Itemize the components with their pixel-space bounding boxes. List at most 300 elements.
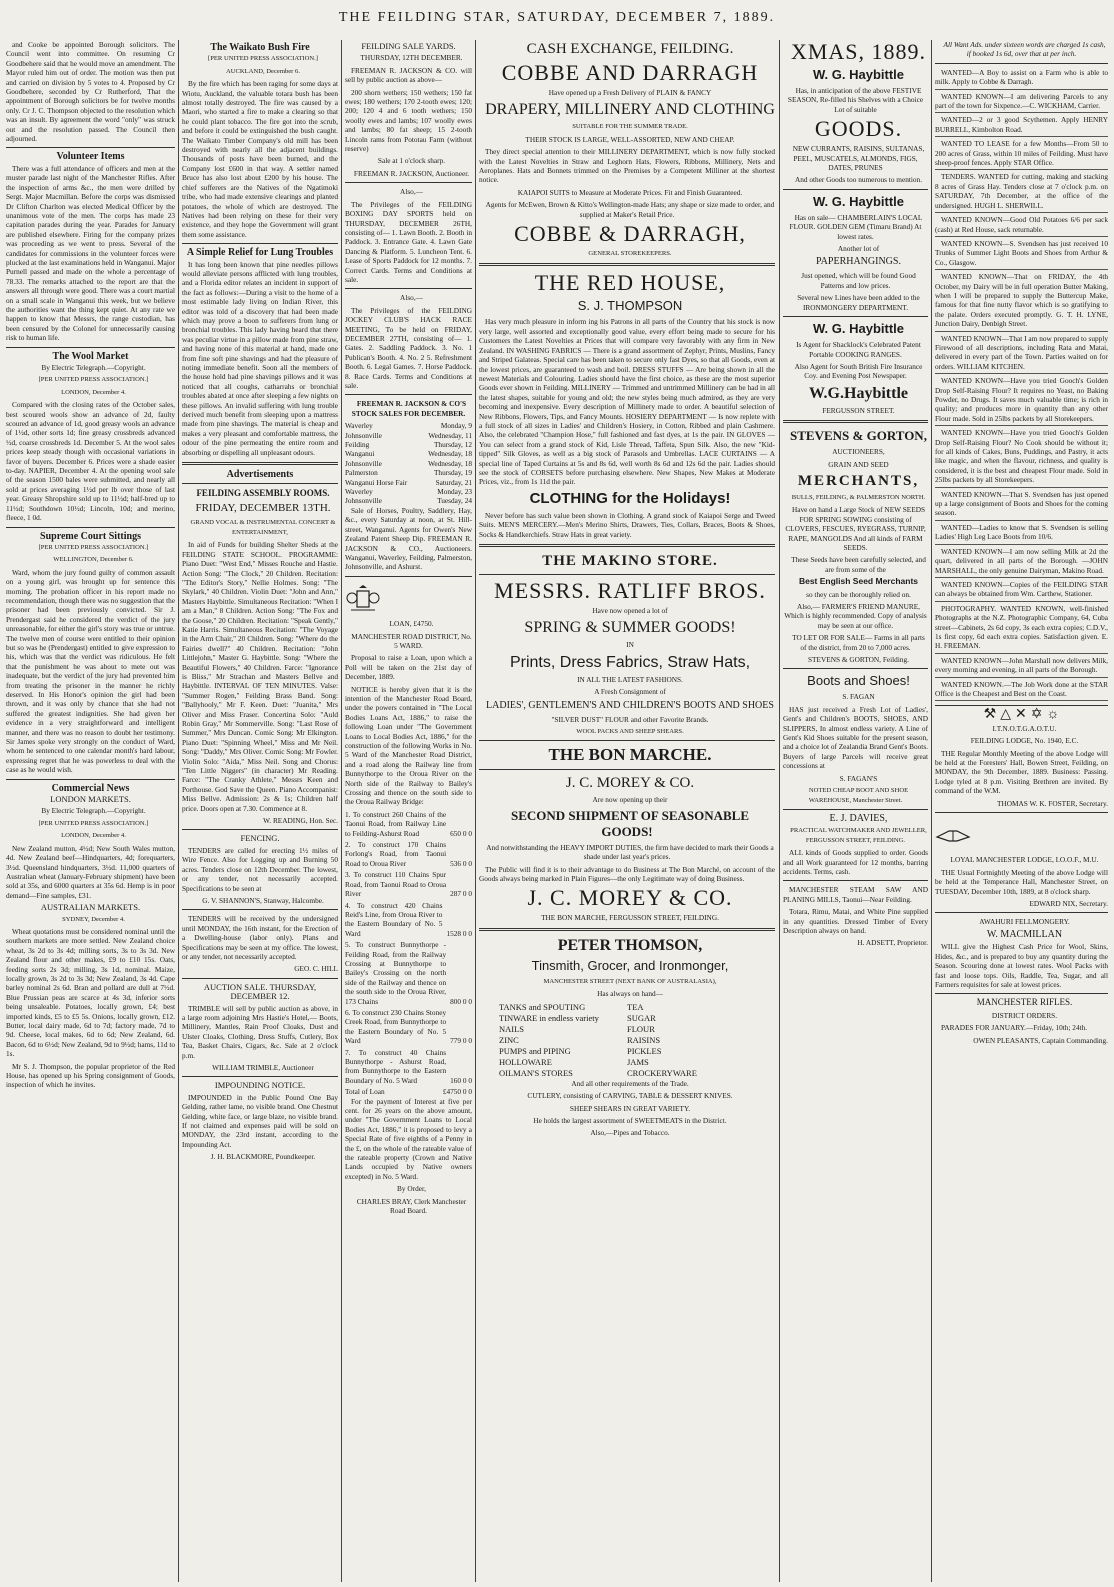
commercial-text: New Zealand mutton, 4½d; New South Wales mutton, 4d. New Zealand beef—Hindquarters, 4d; forequarters, 3½d. Queensland hindquarters, 3½d. 11,000 quarters of Australian wheat (January-February shipment) have been sold at 35s, and 6000 quarters at 35s 6d. Hemp is in poor demand—Fine samples, £31. xyxy=(6,843,175,900)
tenders-text: TENDERS will be received by the undersigned until MONDAY, the 16th instant, for the Erection of a Dwelling-house (labor only). Plans and Specifications may be seen at my office. The lowest, or any tender, not necessarily accepted. xyxy=(182,914,338,961)
wanted-ad: WANTED KNOWN—I am delivering Parcels to any part of the town for Sixpence.—C. WICKHAM, Carrier. xyxy=(935,92,1108,114)
stock-sale-place: Feilding xyxy=(345,440,370,450)
divider xyxy=(6,147,175,148)
haybittle-1: W. G. Haybittle xyxy=(812,67,904,82)
red-house-owner: S. J. THOMPSON xyxy=(577,298,683,314)
lodge-name: FEILDING LODGE, No. 1940, E.C. xyxy=(970,736,1079,746)
peter-goods-item: JAMS xyxy=(627,1056,649,1067)
divider xyxy=(935,63,1108,64)
loan-title: LOAN, £4750. xyxy=(389,619,434,629)
star-icon: ✡ xyxy=(1030,707,1043,723)
loan-text: For the payment of Interest at five per cent. for 26 years on the above amount, under "The Government Loans to Local Bodies Act, 1886," it is proposed to levy a Special Rate of five eighths of a Penny in the £, on the whole of the rateable value of the rateable property (Crown and Native Lands occupied by Native owners excepted) in No. 5 Ward. xyxy=(345,1096,472,1181)
haybittle-2: W. G. Haybittle xyxy=(812,193,904,209)
stock-sale-date: Wednesday, 11 xyxy=(428,430,472,440)
awahuri-title: AWAHURI FELLMONGERY. xyxy=(979,917,1070,927)
tenders-signature: GEO. C. HILL xyxy=(294,964,338,974)
red-house-title: THE RED HOUSE, xyxy=(534,270,726,296)
loan-item-desc: 4. To construct 420 Chains Reid's Line, from Oroua River to the Eastern Boundary of No. 5 Ward xyxy=(345,900,443,938)
divider xyxy=(345,182,472,183)
divider xyxy=(6,347,175,348)
loan-item-amount: 536 0 0 xyxy=(450,858,472,868)
trowel-icon: ⚒ xyxy=(983,707,997,723)
divider xyxy=(783,668,928,669)
loan-total-value: £4750 0 0 xyxy=(442,1087,472,1097)
wanted-ad: WANTED KNOWN—That I am now prepared to supply Firewood of all descriptions, including Rata and Matai, delivered in every part of the Town. Parties waited on for orders. WILLIAM KITCHEN. xyxy=(935,334,1108,375)
goods-title: GOODS. xyxy=(814,116,903,142)
wool-heading: The Wool Market xyxy=(52,350,129,362)
column-rule xyxy=(931,40,932,1582)
ads-heading: Advertisements xyxy=(226,469,294,481)
assembly-signature: W. READING, Hon. Sec. xyxy=(263,816,338,826)
clothing-text: Never before has such value been shown in Clothing. A grand stock of Kaiapoi Serge and Tweed Suits. MEN'S MERCERY.—Men's Merino Shirts, Drawers, Ties, Collars, Braces, Boots & Shoes, Socks & Handkerchiefs. Straw Hats in great variety. xyxy=(479,510,775,539)
crossed-keys-icon: ✕ xyxy=(1015,707,1027,723)
stock-sale-row xyxy=(345,478,472,487)
auction-heading: AUCTION SALE. THURSDAY, DECEMBER 12. xyxy=(203,981,317,1002)
stevens-gorton: STEVENS & GORTON, xyxy=(790,428,927,444)
court-text: Ward, whom the jury found guilty of common assault on a young girl, was brought up for sentence this morning. The probation officer in his report made no recommendation, though there was no suggestion that the prisoner had been previously convicted. Sir J. Prendergast said he considered the verdict of the jury unreasonable, for either the girl's story was true or untrue. The twelve men of course were entitled to their opinion but so was he (Prendergast) entitled to give expression to his, which was that the verdict was ridiculous. He felt that the punishment he was about to mete out was inadequate, but the verdict of the jury had prevented him from treating the prisoner in the manner he richly deserved. In His Honor's opinion the girl had been thrown, and it was only by chance that she had not suffered the greatest indignities. She had given her evidence in a very straightforward and intelligent manner, and there was no reason to doubt her testimony. Sir James spoke very strongly on the conduct of Ward, whom he sentenced to one calendar month's hard labour, expressing regret that he was powerless to deal with the case as he would wish. xyxy=(6,567,175,775)
haybittle-1-text: Has, in anticipation of the above FESTIVE SEASON, Re-filled his Shelves with a Choice Lot of suitable xyxy=(787,86,924,114)
assembly-programme: In aid of Funds for building Shelter Sheds at the FEILDING STATE SCHOOL. PROGRAMME: Piano Duet: "West End," Misses Rouche and Hastie. Action Song: "The Clock," 20 Children. Recitation: "The Editor's Story," Nellie Holmes. Song: "The Skylark," 40 Children. Violin Duet: "John and Ann," Masters Haybittle. Simultaneous Recitation: "When I am a Man," 8 Children. Action Song: "The Fox and the Goose," 20 Children. Recitation: "Speak Gently," Katie Harris. Simultaneous Recitation: "The Voyage in the Arm Chair," 20 Children. Song: "Where do the Fairies dwell?" 40 Children. Recitation: "John Littlejohn," Master G. Haybittle. Song: "Where the Beautiful Flowers," 40 Children. Farce: "Ignorance is Bliss," Mr Strachan and Masters Bellve and Haybittle. INTERVAL OF TEN MINUTES. Valse: "Summer Rogen," Feilding Brass Band. Song: "Ballyhooly," Mr F. Keen. Duet: "Juanita," Mrs Oliver and Miss Fraser. Concertina Solo: "Auld Robin Gray," Mr Sommerville. Song: "Last Rose of Summer," Mrs Duncan. Comic Song: Mr Elkington. Piano Duet: "Spinning Wheel," Miss and Mr Neil. Song: "Daddy," Mrs Oliver. Comic Song: Mr Fowler. Violin Solo: "Aida," Miss Neil. Song and Chorus: "Ten Little Niggers" (in character) Mr Reading. Farce: "The Cranky Athlete," Messrs Keen and Porthouse. God Save the Queen. Piano Accompanist: Miss Bellve. Admission: 2s & 1s; Children half price. Doors open at 7.30. Commence at 8. xyxy=(182,540,338,813)
fergusson-street: FERGUSSON STREET. xyxy=(822,405,895,415)
bushfire-assoc: [PER UNITED PRESS ASSOCIATION.] xyxy=(208,55,318,63)
wanted-ad: TENDERS. WANTED for cutting, making and stacking 8 acres of Grass Hay. Tenders close at 7 o'clock p.m. on SATURDAY, 7th December, at the office of the undersigned. HUGH L. SHERWILL. xyxy=(935,172,1108,213)
divider xyxy=(935,993,1108,994)
davies-name: E. J. DAVIES, xyxy=(829,812,888,824)
divider xyxy=(783,420,928,423)
boxing-text: The Privileges of the FEILDING BOXING DAY SPORTS held on THURSDAY, DECEMBER 26TH, consisting of— 1. Lawn Booth. 2. Booth in Paddock. 3. Entrance Gate. 4. Lawn Gate Dancing & Platform. 5. Luncheon Tent. 6. Lease of Sports Paddock for 12 months. 7. Correct Cards. Terms and Conditions at sale. xyxy=(345,199,472,284)
loan-item-row xyxy=(345,940,472,1006)
divider xyxy=(935,705,1108,706)
peter-goods-item: FLOUR xyxy=(627,1023,655,1034)
stock-sale-date: Tuesday, 24 xyxy=(437,496,472,506)
wool-text: Compared with the closing rates of the October sales, best scoured wools show an advance of 2d, faulty scoured an advance of 1d, good greasy wools an advance of 1½d, other sorts 1d; fine greasy crossbreds advanced ½d, coarse crossbreds 1d. December 5. At the wool sales prices keep steady though with occasional variations in favor of buyers. December 6. Prices were a shade easier to-day. NAPIER, December 4. At the opening wool sale of the season 1500 bales were submitted, and nearly all sold at prices averaging 1½d per lb over those of last year. Greasy Shropshire sold up to 11½d; half-bred up to 11½d; Southdown 10½d; Lincoln, 10d; and merino, fleece, 1 0d. xyxy=(6,400,175,523)
bushfire-text: By the fire which has been raging for some days at Wiotu, Auckland, the valuable totara bush has been almost totally destroyed. The fire was caused by a Maori, who started a fire to make a clearing so that he could plant tobacco. The fire got into the scrub, and before it could be extinguished the bush caught. The Waikato Timber Company's old mill has been destroyed with nearly all the adjacent buildings. Thousands of posts have been burned, and the Company lost £600 in that way. A settler named Bruce has also lost about £200 by his house. The chief sufferers are the Natives of the Ngatimoki tribe, who had made extensive clearings and planted potatoes, the whole of which are destroyed. The Natives had been relying on these for their very existence, and they hope the Government will grant them some assistance. xyxy=(182,79,338,239)
court-assoc: [PER UNITED PRESS ASSOCIATION.] xyxy=(38,543,149,551)
boxing-also: Also,— xyxy=(400,187,423,197)
volunteer-heading: Volunteer Items xyxy=(56,151,125,163)
assembly-title: FEILDING ASSEMBLY ROOMS. xyxy=(196,488,330,499)
stock-sale-place: Johnsonville xyxy=(345,430,382,440)
prints-line: Prints, Dress Fabrics, Straw Hats, xyxy=(509,653,751,671)
lodge-signature: THOMAS W. K. FOSTER, Secretary. xyxy=(996,798,1108,808)
divider xyxy=(783,880,928,881)
compass-icon: △ xyxy=(1000,707,1012,723)
agents-line: Agents for McEwen, Brown & Kitto's Wellington-made Hats; any shape or size made to order, and supplied at Maker's Retail Price. xyxy=(485,200,775,219)
sale-time: Sale at 1 o'clock sharp. xyxy=(377,156,446,166)
loan-item-desc: 7. To construct 40 Chains Bunnythorpe - Ashurst Road, from Bunnythorpe to the Eastern Boundary of No. 5 Ward xyxy=(345,1047,447,1085)
stock-sale-row xyxy=(345,431,472,440)
makino-title: THE MAKINO STORE. xyxy=(542,553,718,569)
cobbe-role: GENERAL STOREKEEPERS. xyxy=(588,250,672,258)
peter-goods-item: TEA xyxy=(627,1001,644,1012)
loan-item-row xyxy=(345,870,472,898)
peter-goods-item: PUMPS and PIPING xyxy=(499,1045,571,1056)
wool-byline: By Electric Telegraph.—Copyright. xyxy=(41,363,146,372)
grain-seed: GRAIN AND SEED xyxy=(828,459,889,469)
sun-icon: ☼ xyxy=(1046,707,1060,723)
morey-text: And notwithstanding the HEAVY IMPORT DUTIES, the firm have decided to mark their Goods a shade under last year's prices. xyxy=(486,842,774,862)
divider xyxy=(182,1076,338,1077)
rifles-orders: DISTRICT ORDERS. xyxy=(991,1010,1058,1020)
fencing-text: TENDERS are called for erecting 1½ miles of Wire Fence. Also for Logging up and Burning 50 acres. Tenders close on 12th December. The lowest, or any tender, not necessarily accepted. Specifications to be seen at xyxy=(182,845,338,893)
macmillan-name: W. MACMILLAN xyxy=(986,928,1063,940)
wanted-ad: WANTED—2 or 3 good Scythemen. Apply HENRY BURRELL, Kimbolton Road. xyxy=(935,115,1108,137)
cobbe-title: COBBE AND DARRAGH xyxy=(501,60,759,85)
bushfire-dateline: AUCKLAND, December 6. xyxy=(226,67,300,75)
stock-line: THEIR STOCK IS LARGE, WELL-ASSORTED, NEW AND CHEAP. xyxy=(525,134,735,144)
seeds-relied: so they can be thoroughly relied on. xyxy=(806,589,911,599)
kaiapoi-line: KAIAPOI SUITS to Measure at Moderate Prices. Fit and Finish Guaranteed. xyxy=(517,187,743,197)
masonic-emblems xyxy=(935,707,1108,723)
stock-sale-place: Johnsonville xyxy=(345,496,382,506)
wanted-ad: WANTED KNOWN—That on FRIDAY, the 4th October, my Dairy will be in full operation Butter Making, when I will be prepared to supply the Buttercup Make, famous for that fine nutty flavor which is so gratifying to the palate. Orders executed promptly. G. T. H. LYNE, Junction Dairy, Denbigh Street. xyxy=(935,272,1108,331)
wanted-ad: WANTED KNOWN—I am now selling Milk at 2d the quart, delivered in all parts of the Borough. —JOHN MARSHALL, the only genuine Dairyman, Makino Road. xyxy=(935,547,1108,578)
peter-has: Has always on hand— xyxy=(597,989,663,999)
stock-sale-date: Thursday, 19 xyxy=(433,468,472,478)
jockey-also: Also,— xyxy=(400,293,423,303)
wanted-ads-list xyxy=(935,68,1108,702)
wanted-ad: PHOTOGRAPHY. WANTED KNOWN, well-finished Photographs at the N.Z. Photographic Company, 64, Cuba street—Cabinets, 2s 6d copy, 3s each extra copies; C.D.V., 1s first copy, 6d each extra copies. Satisfaction given. E. H. FREEMAN. xyxy=(935,604,1108,654)
sale-list: 200 shorn wethers; 150 wethers; 150 fat ewes; 180 wethers; 170 2-tooth ewes; 120; 200; 120 4 and 6 tooth wethers; 150 woolly ewes and lambs; 107 woolly ewes and lambs; 80 fat sheep; 15 2-tooth Lincoln rams from Pototau Farm (without reserve) xyxy=(345,87,472,154)
fencing-heading: FENCING. xyxy=(240,833,280,844)
loan-item-row xyxy=(345,1008,472,1046)
column-ads-3 xyxy=(345,40,472,1582)
divider xyxy=(479,263,775,266)
loan-item-desc: 5. To construct Bunnythorpe - Feilding Road, from the Railway Crossing at Bunnythorpe to Bailey's Crossing on the north side of the Railway and thence on the south side to the Oroua River, 173 Chains xyxy=(345,940,447,1006)
fencing-signature: G. V. SHANNON'S, Stanway, Halcombe. xyxy=(202,895,324,905)
divider xyxy=(182,978,338,979)
fashions-line: IN ALL THE LATEST FASHIONS. xyxy=(577,674,683,684)
column-rule xyxy=(178,40,179,1582)
morey-sub: Are now opening up their xyxy=(592,795,668,805)
masthead xyxy=(0,0,1114,36)
stock-sales-table xyxy=(345,421,472,506)
boots-shoes-title: Boots and Shoes! xyxy=(807,673,910,689)
stock-sale-row xyxy=(345,421,472,430)
peter-goods-item: TINWARE in endless variety xyxy=(499,1012,599,1023)
commercial-dateline: LONDON, December 4. xyxy=(61,832,126,840)
wanted-ad: WANTED—A Boy to assist on a Farm who is able to milk. Apply to Cobbe & Darragh. xyxy=(935,68,1108,90)
council-text: and Cooke be appointed Borough solicitors. The Council went into committee. On resuming Cr Goodbehere said that he would move an amendment. The Mayor ruled him out of order. The motion was then put and carried on division by 5 votes to 4. Proposed by Cr Goodbehere, seconded by Cr Rutherford, That the appointment of Borough solicitors be for twelve months only. Cr J. C. Thompson objected to the resolution which was an insult. By agreement the word "only" was struck out and the resolution passed. The Council then adjourned. xyxy=(6,40,175,144)
peter-goods-item: SUGAR xyxy=(627,1012,656,1023)
clothing-headline: CLOTHING for the Holidays! xyxy=(529,489,731,507)
stock-sale-date: Saturday, 21 xyxy=(435,477,472,487)
divider xyxy=(783,809,928,810)
stock-sale-row xyxy=(345,449,472,458)
best-english-seed: Best English Seed Merchants xyxy=(798,576,919,587)
seeds-text: Have on hand a Large Stock of NEW SEEDS FOR SPRING SOWING consisting of CLOVERS, FESCUES, RYEGRASS, TURNIP, RAPE, MANGOLDS And all kinds of FARM SEEDS. xyxy=(785,505,926,552)
shears-line: SHEEP SHEARS IN GREAT VARIETY. xyxy=(569,1103,691,1113)
loan-item-desc: 2. To construct 170 Chains Forlong's Road, from Taonui Road to Oroua River xyxy=(345,840,447,868)
column-news-1 xyxy=(6,40,175,1582)
masthead-text: THE FEILDING STAR, SATURDAY, DECEMBER 7, 1889. xyxy=(338,10,776,25)
column-ads-5 xyxy=(783,40,928,1582)
loyal-signature: EDWARD NIX, Secretary. xyxy=(1029,899,1108,909)
paperhangings: PAPERHANGINGS. xyxy=(816,256,901,268)
divider xyxy=(345,288,472,289)
other-goods: And other Goods too numerous to mention. xyxy=(794,175,923,185)
impound-signature: J. H. BLACKMORE, Poundkeeper. xyxy=(210,1152,316,1162)
haybittle-2-text: Has on sale— CHAMBERLAIN'S LOCAL FLOUR. GOLDEN GEM (Timaru Brand) At lowest rates. xyxy=(789,212,923,241)
peter-goods-list xyxy=(479,1002,775,1079)
loan-item-row xyxy=(345,810,472,838)
column-rule xyxy=(341,40,342,1582)
wanted-ad: WANTED KNOWN—Good Old Potatoes 6/6 per sack (cash) at Red House, sack returnable. xyxy=(935,215,1108,237)
spring-goods: SPRING & SUMMER GOODS! xyxy=(524,619,736,637)
commercial-byline: By Electric Telegraph.—Copyright. xyxy=(41,806,146,816)
wanted-ad: WANTED—Ladies to know that S. Svendsen is selling Ladies' High Leg Lace Boots from 10/6. xyxy=(935,523,1108,545)
divider xyxy=(479,544,775,547)
ironmongery-line: Several new Lines have been added to the IRONMONGERY DEPARTMENT. xyxy=(797,293,920,312)
stock-sale-date: Monday, 9 xyxy=(440,421,472,431)
aus-text: Wheat quotations must be considered nominal until the southern markets are more settled. New Zealand choice wheat, 3s 2d to 3s 4d; milling sorts, 3s to 3s 3d. New Zealand flour and other makes, £9 to £10 15s. Oats, feeding sorts 2s 3d; milling, 3s 1d, nominal. Maize, locally grown, 3s 2d to 3s 3d; New Zealand, 3s 4d. Cape barley nominal 2s 6d. Bran and pollard are dull at 7½d. Blue Prussian peas are scarce at 4s 3d, inferior sorts being unsaleable. Potatoes, locally grown, £4; best imported kinds, £5 to £5 5s. Onions, locally grown, £12. Butter, local dairy made, 6d to 7d; factory made, 7d to 9d. Cheese, local makes, 6d to 6d; New Zealand, 6d. Bacon, 6d to 6½d; New Zealand, 9d to 9½d; hams, 11d to 1s. xyxy=(6,926,175,1059)
stock-sale-row xyxy=(345,468,472,477)
divider xyxy=(479,740,775,741)
divider xyxy=(783,316,928,317)
paperhangings-text: Just opened, which will be found Good Patterns and low prices. xyxy=(801,271,916,290)
loan-total-label: Total of Loan xyxy=(345,1087,385,1097)
divider xyxy=(783,189,928,190)
peter-goods-item: PICKLES xyxy=(627,1045,662,1056)
divider xyxy=(6,779,175,780)
jockey-text: The Privileges of the FEILDING JOCKEY CLUB'S HACK RACE MEETING, To be held on FRIDAY, DECEMBER 27TH, consisting of— 1. Gates. 2. Saddling Paddock. 3. No. 1 Publican's Booth. 4. No. 2 5. Refreshment Booth. 6. Legal Games. 7. Horse Paddock. 8. Race Cards. Terms and Conditions at sale. xyxy=(345,305,472,390)
sale-heading: FEILDING SALE YARDS. xyxy=(361,41,456,51)
divider xyxy=(182,909,338,910)
divider xyxy=(345,576,472,577)
divider xyxy=(935,912,1108,913)
column-news-2 xyxy=(182,40,338,1582)
stock-sale-place: Palmerston xyxy=(345,468,378,478)
peter-goods-item: TANKS and SPOUTING xyxy=(499,1001,586,1012)
aus-dateline: SYDNEY, December 4. xyxy=(62,915,125,923)
fagan-address: NOTED CHEAP BOOT AND SHOE WAREHOUSE, Manchester Street. xyxy=(808,787,909,804)
divider xyxy=(935,812,1108,813)
morey-text-2: The Public will find it is to their advantage to do Business at The Bon Marché, on account of the Goods always being marked in Plain Figures—the only Legitimate way of doing Business. xyxy=(479,864,775,884)
stevens-signature: STEVENS & GORTON, Feilding. xyxy=(808,655,909,665)
loan-proposal: Proposal to raise a Loan, upon which a Poll will be taken on the 21st day of December, 1889. xyxy=(345,653,472,682)
to-let: TO LET OR FOR SALE— Farms in all parts of the district, from 20 to 7,000 acres. xyxy=(792,633,925,652)
rifles-text: PARADES FOR JANUARY.—Friday, 10th; 24th. xyxy=(941,1023,1088,1033)
red-house-note: Mr S. J. Thompson, the popular proprietor of the Red House, has opened up his Spring consignment of Goods, inspection of which he invites. xyxy=(6,1061,175,1090)
coat-of-arms-icon xyxy=(345,585,381,613)
stock-sale-date: Monday, 23 xyxy=(437,487,472,497)
macmillan-text: WILL give the Highest Cash Price for Wool, Skins, Hides, &c., and is prepared to buy any quantity during the Season. Scouring done at lowest rates. Wool Packs with fast and loose tops. Oils, Raddle, Tea, Sugar, and all Farmers requisites for sale at lowest prices. xyxy=(935,942,1108,989)
loan-item-amount: 779 0 0 xyxy=(450,1036,472,1046)
lodge-acronym: I.T.N.O.T.G.A.O.T.U. xyxy=(992,723,1057,733)
loan-works-table xyxy=(345,810,472,1085)
ratliff-title: MESSRS. RATLIFF BROS. xyxy=(494,578,766,603)
farmers-manure: Also,— FARMER'S FRIEND MANURE, Which is highly recommended. Copy of analysis may be seen at our office. xyxy=(784,602,927,630)
stock-sale-row xyxy=(345,496,472,505)
relief-text: It has long been known that pine needles pillows would alleviate persons afflicted with lung troubles, and a Florida editor relates an incident in support of the fact as follows:—During a visit to the home of a most estimable lady living on Indian River, this editor was told of a discovery that had been made which may prove a boon to sufferers from lung or bronchial troubles. This lady having heard that there was peculiar virtue in a pillow made from pine straw, and having none of this material at hand, made one from fine soft pine shavings and had the pleasure of noting immediate benefit. Soon all the members of the house hold had pine shavings pillows and it was noticed that all coughs, catharrahs or bronchial troubles abated at once after sleeping a few nights on these pillows. An invalid suffering with lung trouble derived much benefit from sleeping upon a mattress made from pine shavings. The material is cheap and makes a very pleasant and comfortable mattress, the odour of the pine permeating the entire room and absorbing or dispelling all unpleasant odours. xyxy=(182,259,338,457)
stock-heading: FREEMAN R. JACKSON & CO'S STOCK SALES FOR DECEMBER. xyxy=(351,399,467,418)
wanted-ad: WANTED KNOWN—Copies of the FEILDING STAR can always be obtained from Wm. Carthew, Stationer. xyxy=(935,580,1108,602)
stock-sale-place: Waverley xyxy=(345,487,373,497)
sawmill-text: Totara, Rimu, Matai, and White Pine supplied in any quantities. Dressed Timber of Every Description always on hand. xyxy=(783,907,928,935)
drapery-line: DRAPERY, MILLINERY AND CLOTHING xyxy=(485,101,775,119)
stock-sale-date: Wednesday, 18 xyxy=(428,458,472,468)
volunteer-text: There was a full attendance of officers and men at the muster parade last night of the Manchester Rifles. After the inspection of arms &c., the men were drilled by Sergt. Major Macmillan. Before the corps was dismissed Dr Clifton Charlton was elected Medical Officer by the unanimous vote of the men. The corps has made 23 capitation parades during the year. Parades for January are published elsewhere. Firing for the company prizes was proceeding as we went to press. Several of the candidates for commissions in the volunteer forces were plucked at the last examinations held in Wanganui. Major Purnell passed and made on the whole a percentage of 78.33. The remarks attached to the report are that the answers all through were good. There was a court martial on a small scale in Wanganui this week, but we believe the authorities want the thing kept quiet. At any rate we happen to know that Messrs, the range custodian, has been censured by the Colonel for unnecessarily causing risk to human life. xyxy=(6,163,175,343)
peter-thomson-title: PETER THOMSON, xyxy=(557,936,703,954)
stock-sale-date: Wednesday, 18 xyxy=(428,449,472,459)
stock-sale-place: Waverley xyxy=(345,421,373,431)
cobbe-signature: COBBE & DARRAGH, xyxy=(514,221,746,247)
morey-signature: J. C. MOREY & CO. xyxy=(527,885,733,911)
cutlery-line: CUTLERY, consisting of CARVING, TABLE & DESSERT KNIVES. xyxy=(527,1091,733,1101)
rifles-title: MANCHESTER RIFLES. xyxy=(976,997,1073,1008)
loan-item-amount: 287 0 0 xyxy=(450,889,472,899)
peter-goods-item: CROCKERYWARE xyxy=(627,1067,697,1078)
loan-item-desc: 3. To construct 110 Chains Spur Road, from Taonui Road to Oroua River xyxy=(345,870,447,899)
loan-item-amount: 800 0 0 xyxy=(450,996,472,1006)
pipes-line: Also,—Pipes and Tobacco. xyxy=(590,1128,670,1138)
column-ads-4 xyxy=(479,40,775,1582)
auctioneers-line: AUCTIONEERS, xyxy=(832,447,885,457)
aus-markets-heading: AUSTRALIAN MARKETS. xyxy=(40,902,141,913)
in-word: IN xyxy=(626,640,634,650)
fruits-list: NEW CURRANTS, RAISINS, SULTANAS, PEEL, MUSCATELS, ALMONDS, FIGS, DATES, PRUNES xyxy=(792,144,925,173)
court-dateline: WELLINGTON, December 6. xyxy=(53,556,134,564)
loan-item-row xyxy=(345,901,472,939)
bushfire-heading: The Waikato Bush Fire xyxy=(210,42,310,53)
haybittle-4: W.G.Haybittle xyxy=(809,384,908,402)
commercial-heading: Commercial News xyxy=(51,782,130,794)
loan-by-order: By Order, xyxy=(397,1184,426,1194)
impound-text: IMPOUNDED in the Public Pound One Bay Gelding, rather lame, no visible brand. One Chestnut Gelding, white face, or large blaze, no visible brand. If not claimed and expenses paid will be sold on MONDAY, the 23rd instant, according to the Impounding Act. xyxy=(182,1092,338,1149)
cobbe-sub: Have opened up a Fresh Delivery of PLAIN & FANCY xyxy=(548,88,712,97)
davies-text: ALL kinds of Goods supplied to order. Goods and all Work guaranteed for 12 months, barring accidents. Terms, cash. xyxy=(783,848,928,876)
stock-sale-date: Thursday, 12 xyxy=(433,440,472,450)
peter-goods-item: ZINC xyxy=(499,1034,519,1045)
suitable-line: SUITABLE FOR THE SUMMER TRADE. xyxy=(572,123,688,131)
peter-goods-item: RAISINS xyxy=(627,1034,661,1045)
auction-text: TRIMBLE will sell by public auction as above, in a large room adjoining Mrs Hastie's Hotel,— Boots, Millinery, Mantles, Rain Proof Cloaks, Dust and Ulster Cloaks, Clothing, Dress Stuffs, Cutlery, Box Tea, Basket Chairs, Cigars, &c. Sale at 2 o'clock p.m. xyxy=(182,1003,338,1060)
impound-heading: IMPOUNDING NOTICE. xyxy=(214,1080,306,1091)
boots-line: LADIES', GENTLEMEN'S AND CHILDREN'S BOOTS AND SHOES xyxy=(486,699,774,711)
xmas-title: XMAS, 1889. xyxy=(790,40,927,64)
wanted-ad: WANTED KNOWN.—The Job Work done at the STAR Office is the Cheapest and Best on the Coast. xyxy=(935,680,1108,702)
stock-sale-place: Johnsonville xyxy=(345,458,382,468)
red-house-text: Has very much pleasure in inform ing his Patrons in all parts of the Country that his stock is now very large, well assorted and exceptionally good value, every effort being made to secure for his Customers the Latest Novelties at Prices that will compare very favorably with any firm in New Zealand. IN WASHING FABRICS — There is a grand assortment of Zephyr, Prints, Muslins, Fancy and Striped Galateas. Special care has been taken to secure only fast Dyes, so that all Goods, even at the lowest prices, are guaranteed to wash and boil. DRESS STUFFS — Are being shown in all the newest Materials and Colouring. Ladies should have the first choice, as these are the most superior Goods ever shown in Feilding. MILLINERY — Trimmed and untrimmed Millinery can be had in all the latest shapes, suitable for young and old; the new styles being much admired, as they are very becoming and inexpensive. Every description of Millinery made to order. A beautiful selection of New Ribbons, Flowers, Tips, and Fancy Mounts. HOSIERY DEPARTMENT — Is now replete with a full stock of all sizes in Ladies' and Children's Hosiery, in Cotton, Ribbed and plain Cashmere. Also, the celebrated "Champion Hose," full fashioned and fast dyes, at 1s the pair. IN GLOVES — You can select from a grand stock of Kid, Lisle Thread, Taffeta, Spun Silk. Also, the new "Kid-tipped" Silk Gloves, as well as a big stock of Parasols and Umbrellas. LACE CURTAINS — A special line of Taped Curtains at 5s and 8s 6d, well worth 8s 6d and 12s 6d the pair. Ladies should see the stock of CORSETS before purchasing elsewhere. New Shapes, New Makes at Moderate Prices, viz., from 1s 11d the pair. xyxy=(479,317,775,487)
sale-date: THURSDAY, 12TH DECEMBER. xyxy=(360,53,463,63)
divider xyxy=(479,769,775,770)
haybittle-3-text: Is Agent for Shacklock's Celebrated Patent Portable COOKING RANGES. xyxy=(796,340,921,359)
loan-district: MANCHESTER ROAD DISTRICT, No. 5 WARD. xyxy=(351,631,472,650)
loan-notice: NOTICE is hereby given that it is the intention of the Manchester Road Board, under the powers contained in "The Local Bodies Loans Act, 1886," to raise the following Loan under "The Government Loans to Local Bodies Act, 1886," for the construction of the following Works in No. 5 Ward of the Manchester Road District, and a road along the Railway line from Bunnythorpe to the Oroua River on the North side of the Railway to Bailey's Crossing and thence on the south side to the Oroua Railway Bridge: xyxy=(345,684,472,807)
sawmill-title: MANCHESTER STEAM SAW AND PLANING MILLS, Taonui—Near Feilding. xyxy=(783,885,928,904)
sawmill-signature: H. ADSETT, Proprietor. xyxy=(857,938,928,948)
another-lot: Another lot of xyxy=(837,244,880,254)
sale-signature: FREEMAN R. JACKSON, Auctioneer. xyxy=(353,168,470,178)
fagans: S. FAGAN'S xyxy=(839,773,878,783)
agent-line: Also Agent for South British Fire Insurance Coy. and Evening Post Newspaper. xyxy=(794,361,923,381)
davies-sub: PRACTICAL WATCHMAKER AND JEWELLER, FERGUSSON STREET, FEILDING. xyxy=(790,827,927,844)
clasped-hands-icon xyxy=(935,821,971,849)
column-rule xyxy=(779,40,780,1582)
wanted-ad: WANTED TO LEASE for a few Months—From 50 to 200 acres of Grass, within 10 miles of Feilding. Must have sheep-proof fences. Apply STAR Office. xyxy=(935,139,1108,170)
stock-sale-row xyxy=(345,459,472,468)
assembly-sub: GRAND VOCAL & INSTRUMENTAL CONCERT & ENTERTAINMENT, xyxy=(190,519,336,536)
tinsmith-line: Tinsmith, Grocer, and Ironmonger, xyxy=(531,957,729,973)
loan-signature: CHARLES BRAY, Clerk Manchester Road Board. xyxy=(356,1196,467,1216)
haybittle-3: W. G. Haybittle xyxy=(812,321,904,337)
wanted-ad: WANTED KNOWN—S. Svendsen has just received 10 Trunks of Summer Light Boots and Shoes from Arthur & Co., Glasgow. xyxy=(935,239,1108,270)
want-ads-note: All Want Ads. under sixteen words are charged 1s cash, if booked 1s 6d, over that at per inch. xyxy=(943,40,1106,59)
commercial-assoc: [PER UNITED PRESS ASSOCIATION.] xyxy=(38,819,149,827)
auction-signature: WILLIAM TRIMBLE, Auctioneer xyxy=(212,1063,314,1072)
peter-requirements: And all other requirements of the Trade. xyxy=(571,1078,689,1088)
fagan-name: S. FAGAN xyxy=(842,692,875,702)
ratliff-sub: Have now opened a lot of xyxy=(592,606,668,615)
stock-text: Sale of Horses, Poultry, Saddlery, Hay, &c., every Saturday at noon, at St. Hill-street, Wanganui. Agents for Owen's New Zealand Patent Sheep Dip. FREEMAN R. JACKSON & CO., Auctioneers. Wanganui, Waverley, Feilding, Palmerston, Johnsonville, and Ashurst. xyxy=(345,505,472,572)
stock-sale-row xyxy=(345,440,472,449)
lodge-text: THE Regular Monthly Meeting of the above Lodge will be held at the Foresters' Hall, Bowen Street, Feilding, on MONDAY, the 9th December, 1889. Business: Passing. Lodge tyled at 8 p.m. Visiting Brethren are invited. By command of the W.M. xyxy=(935,748,1108,796)
bon-marche-title: THE BON MARCHE. xyxy=(548,745,712,765)
loan-item-row xyxy=(345,840,472,868)
cash-exchange-title: CASH EXCHANGE, FEILDING. xyxy=(526,41,734,57)
london-markets-heading: LONDON MARKETS. xyxy=(50,794,131,805)
loyal-title: LOYAL MANCHESTER LODGE, I.O.O.F., M.U. xyxy=(950,855,1099,865)
wanted-ad: WANTED KNOWN—John Marshall now delivers Milk, every morning and evening, in all parts of the Borough. xyxy=(935,656,1108,678)
wanted-ad: WANTED KNOWN—Have you tried Gooch's Golden Drop Self-Raising Flour? No Cook should be without it; for all kinds of Cakes, Buns, Puddings, and Pastry, it acts like magic, and when the flavour, richness, and quality is considered, it is the best and cheapest Flour made. Sold in 25lbs packets by all Storekeepers. xyxy=(935,428,1108,487)
morey-title: J. C. MOREY & CO. xyxy=(565,775,695,792)
loan-item-amount: 1528 0 0 xyxy=(446,928,472,938)
stock-sale-place: Wanganui xyxy=(345,449,375,459)
divider xyxy=(479,928,775,931)
wanted-ad: WANTED KNOWN—That S. Svendsen has just opened up a large consignment of Boots and Shoes for the coming season. xyxy=(935,490,1108,521)
column-wants-6 xyxy=(935,40,1108,1582)
divider xyxy=(182,462,338,465)
merchants-line: MERCHANTS, xyxy=(797,472,920,489)
loan-item-desc: 1. To construct 260 Chains of the Taonui Road, from Railway Line to Feilding-Ashurst Road xyxy=(345,809,447,838)
column-rule xyxy=(475,40,476,1582)
stock-sale-row xyxy=(345,487,472,496)
flour-line: "SILVER DUST" FLOUR and other Favorite Brands. xyxy=(551,714,709,724)
sale-intro: FREEMAN R. JACKSON & CO. will sell by public auction as above— xyxy=(345,65,472,85)
loan-item-amount: 160 0 0 xyxy=(450,1075,472,1085)
second-shipment: SECOND SHIPMENT OF SEASONABLE GOODS! xyxy=(510,807,750,839)
loan-item-amount: 650 0 0 xyxy=(450,828,472,838)
consign-line: A Fresh Consignment of xyxy=(594,687,666,697)
wool-assoc: [PER UNITED PRESS ASSOCIATION.] xyxy=(38,376,149,384)
divider xyxy=(182,483,338,484)
divider xyxy=(345,394,472,395)
assembly-date: FRIDAY, DECEMBER 13TH. xyxy=(195,502,331,515)
stevens-locations: BULLS, FEILDING, & PALMERSTON NORTH. xyxy=(791,493,926,501)
stock-sale-place: Wanganui Horse Fair xyxy=(345,477,408,487)
seeds-note: These Seeds have been carefully selected, and are from some of the xyxy=(791,555,926,574)
loan-total-row xyxy=(345,1087,472,1096)
relief-heading: A Simple Relief for Lung Troubles xyxy=(186,247,334,259)
loan-item-desc: 6. To construct 230 Chains Stoney Creek Road, from Bunnythorpe to the Eastern Boundary of No. 5 Ward xyxy=(345,1007,447,1046)
divider xyxy=(182,243,338,244)
loan-item-row xyxy=(345,1048,472,1086)
morey-address: THE BON MARCHE, FERGUSSON STREET, FEILDING. xyxy=(541,913,719,923)
sweets-line: He holds the largest assortment of SWEETMEATS in the District. xyxy=(533,1115,727,1125)
loyal-text: THE Usual Fortnightly Meeting of the above Lodge will be held at the Temperance Hall, Manchester Street, on TUESDAY, December 10th, 1889, at 8 o'clock sharp. xyxy=(935,867,1108,896)
court-heading: Supreme Court Sittings xyxy=(40,530,141,542)
wool-dateline: LONDON, December 4. xyxy=(61,388,126,396)
wool-packs-line: WOOL PACKS AND SHEEP SHEARS. xyxy=(576,728,684,736)
divider xyxy=(182,829,338,830)
divider xyxy=(479,574,775,575)
peter-goods-item: NAILS xyxy=(499,1023,525,1034)
peter-goods-item: OILMAN'S STORES xyxy=(499,1067,573,1078)
wanted-ad: WANTED KNOWN—Have you tried Gooch's Golden Drop Self-Raising Flour? It requires no Yeast, no Baking Powder, no Drugs. It saves much valuable time; is rich in quality; and produces more in quantity than any other Flour made. Sold in 25lbs packets by all Storekeepers. xyxy=(935,376,1108,426)
cobbe-text: They direct special attention to their MILLINERY DEPARTMENT, which is now fully stocked with the Latest Novelties in Straw and Leghorn Hats, Flowers, Ribbons, Millinery, Nets and Aeroplanes. Hats and Bonnets trimmed on the Premises by a Competent Milliner at the shortest notice. xyxy=(479,147,775,185)
peter-goods-item: HOLLOWARE xyxy=(499,1056,552,1067)
fagan-text: HAS just received a Fresh Lot of Ladies', Gent's and Children's BOOTS, SHOES, AND SLIPPERS, In almost endless variety. A Line of Gent's Kid Shoes suitable for the present season, and a choice lot of Zealandia Brand Gent's Boots. Buyers of large Parcels will receive great concessions at xyxy=(783,704,928,771)
